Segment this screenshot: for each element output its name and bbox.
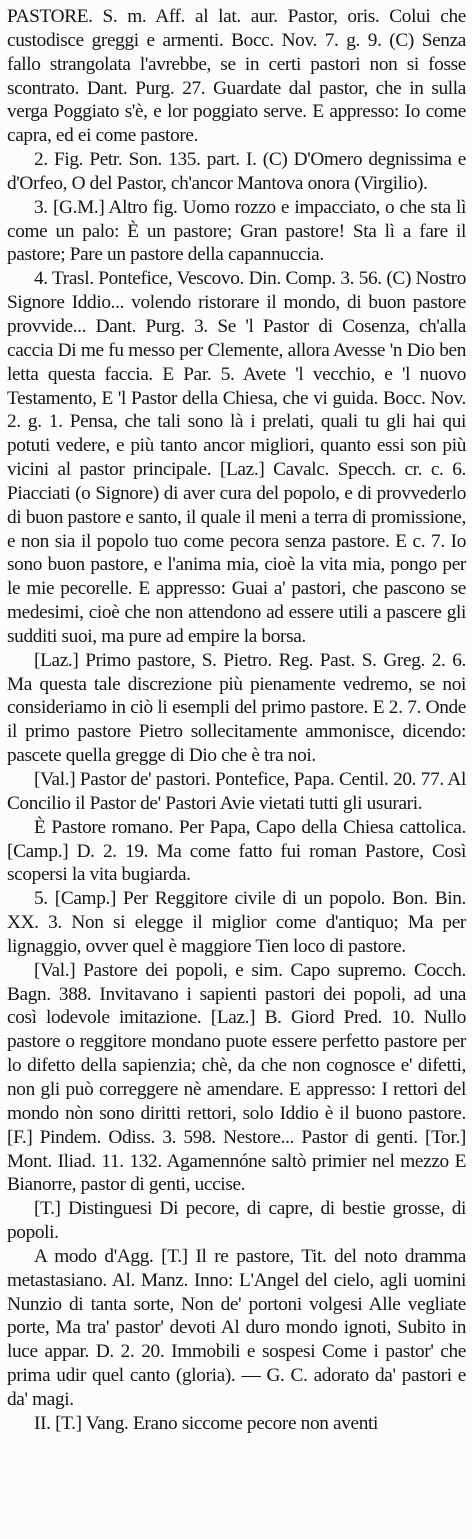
entry-paragraph: 3. [G.M.] Altro fig. Uomo rozzo e impacciato, o che sta lì come un palo: È un pastore; Gran pastore! Sta lì a fare il pastore; Pare un pastore della capannuccia. [7, 196, 466, 266]
entry-paragraph: 2. Fig. Petr. Son. 135. part. I. (C) D'Omero degnissima e d'Orfeo, O del Pastor, ch'ancor Mantova onora (Virgilio). [7, 149, 466, 194]
entry-paragraph: [Val.] Pastore dei popoli, e sim. Capo supremo. Cocch. Bagn. 388. Invitavano i sapienti pastori dei popoli, ad una così lodevole imitazione. [Laz.] B. Giord Pred. 10. Nullo pastore o reggitore mondano puote essere perfetto pastore per lo difetto della sapienzia; chè, da che non cognosce e' difetti, non gli può correggere nè amendare. E appresso: I rettori del mondo nòn sono diritti rettori, solo Iddio è il buono pastore. [F.] Pindem. Odiss. 3. 598. Nestore... Pastor di genti. [Tor.] Mont. Iliad. 11. 132. Agamennóne saltò primier nel mezzo E Bianorre, pastor di genti, uccise. [7, 959, 466, 1196]
entry-paragraph: 4. Trasl. Pontefice, Vescovo. Din. Comp. 3. 56. (C) Nostro Signore Iddio... volendo ristorare il mondo, di buon pastore provvide... Dant. Purg. 3. Se 'l Pastor di Cosenza, ch'alla caccia Di me fu messo per Clemente, allora Avesse 'n Dio ben letta questa faccia. E Par. 5. Avete 'l vecchio, e 'l nuovo Testamento, E 'l Pastor della Chiesa, che vi guida. Bocc. Nov. 2. g. 1. Pensa, che tali sono là i prelati, quali tu gli hai qui potuti vedere, e più tanto ancor migliori, quanto essi son più vicini al pastor principale. [Laz.] Cavalc. Specch. cr. c. 6. Piacciati (o Signore) di aver cura del popolo, e di provvederlo di buon pastore e santo, il quale il meni a terra di promissione, e non sia il popolo tuo come pecora senza pastore. E c. 7. Io sono buon pastore, e l'anima mia, cioè la vita mia, pongo per le mie pecorelle. E appresso: Guai a' pastori, che pascono se medesimi, cioè che non attendono ad essere utili a pascere gli sudditi suoi, ma pure ad empire la borsa. [7, 268, 466, 647]
entry-paragraph: È Pastore romano. Per Papa, Capo della Chiesa cattolica. [Camp.] D. 2. 19. Ma come fatto fui roman Pastore, Così scopersi la vita bugiarda. [7, 816, 466, 886]
entry-paragraph: [Laz.] Primo pastore, S. Pietro. Reg. Past. S. Greg. 2. 6. Ma questa tale discrezione più pienamente vedremo, se noi consideriamo in ciò li esempli del primo pastore. E 2. 7. Onde il primo pastore Pietro sollecitamente ammonisce, dicendo: pascete quella gregge di Dio che è tra noi. [7, 649, 466, 767]
entry-paragraph: PASTORE. S. m. Aff. al lat. aur. Pastor, oris. Colui che custodisce greggi e armenti. Bocc. Nov. 7. g. 9. (C) Senza fallo strangolata l'avrebbe, se in certi pastori non si fosse scontrato. Dant. Purg. 27. Guardate dal pastor, che in sulla verga Poggiato s'è, e lor poggiato serve. E appresso: Io come capra, ed ei come pastore. [7, 6, 466, 147]
entry-paragraph: II. [T.] Vang. Erano siccome pecore non aventi [34, 1412, 379, 1434]
entry-paragraph: A modo d'Agg. [T.] Il re pastore, Tit. del noto dramma metastasiano. Al. Manz. Inno: L'Angel del cielo, agli uomini Nunzio di tanta sorte, Non de' portoni volgesi Alle vegliate porte, Ma tra' pastor' devoti Al duro mondo ignoti, Subito in luce appar. D. 2. 20. Immobili e sospesi Come i pastor' che prima udir quel canto (gloria). — G. C. adorato da' pastori e da' magi. [7, 1245, 466, 1410]
entry-paragraph: [T.] Distinguesi Di pecore, di capre, di bestie grosse, di popoli. [7, 1198, 466, 1244]
entry-paragraph: [Val.] Pastor de' pastori. Pontefice, Papa. Centil. 20. 77. Al Concilio il Pastor de' Pastori Avie vietati tutti gli usurari. [7, 769, 466, 814]
dictionary-entry-pastore [7, 5, 466, 1436]
entry-paragraph: 5. [Camp.] Per Reggitore civile di un popolo. Bon. Bin. XX. 3. Non si elegge il miglior come d'antiquo; Ma per lignaggio, ovver quel è maggiore Tien loco di pastore. [7, 888, 466, 957]
